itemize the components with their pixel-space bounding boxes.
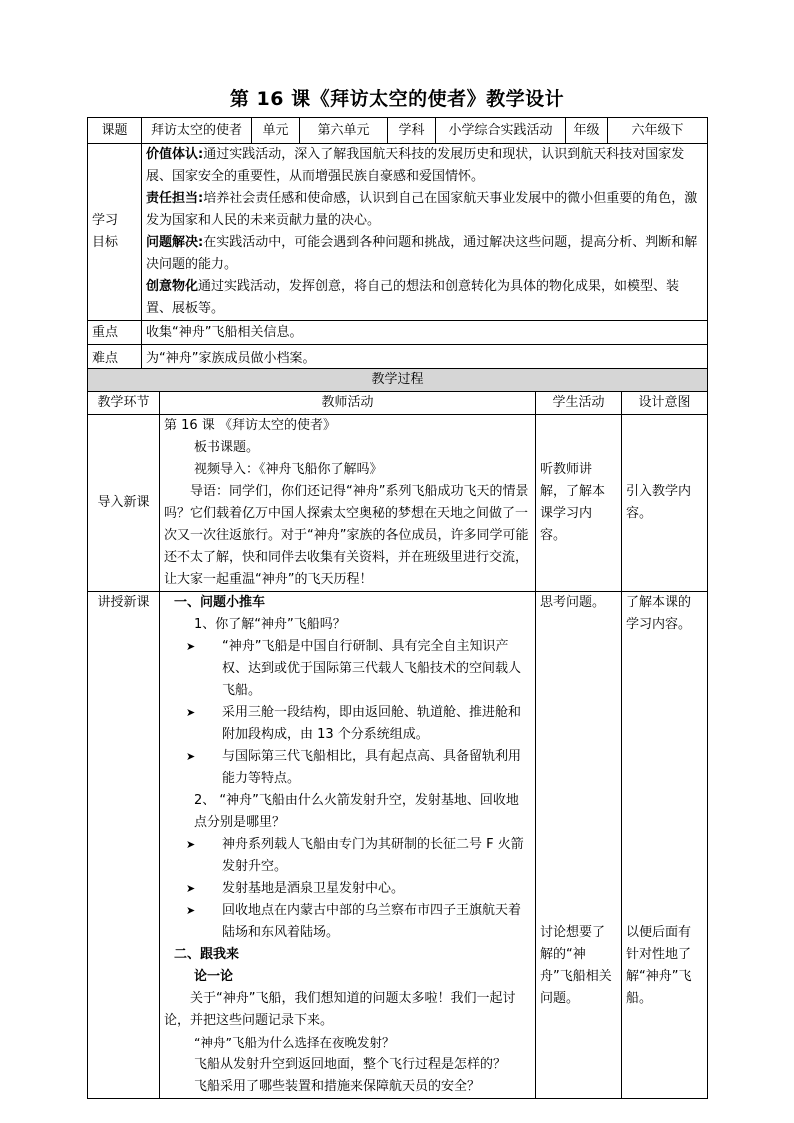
subject-label: 学科 bbox=[388, 118, 436, 144]
arrow-bullet-icon: ➤ bbox=[186, 904, 196, 917]
arrow-bullet-icon: ➤ bbox=[186, 750, 196, 763]
difficulty-text: 为“神舟”家族成员做小档案。 bbox=[142, 345, 708, 373]
objectives-content bbox=[142, 144, 708, 321]
topic-value: 拜访太空的使者 bbox=[142, 118, 252, 144]
process-table bbox=[87, 368, 708, 1099]
topic-label: 课题 bbox=[88, 118, 142, 144]
stage-intro: 导入新课 bbox=[88, 415, 160, 592]
bullet-item: ➤ 与国际第三代飞船相比，具有起点高、具备留轨利用能力等特点。 bbox=[164, 746, 531, 790]
lesson-heading: 第 16 课 《拜访太空的使者》 bbox=[164, 418, 336, 433]
col-stage: 教学环节 bbox=[88, 392, 160, 415]
bullet-item: ➤ 回收地点在内蒙古中部的乌兰察布市四子王旗航天着陆场和东风着陆场。 bbox=[164, 900, 531, 944]
process-header-row bbox=[88, 369, 708, 392]
subject-value: 小学综合实践活动 bbox=[436, 118, 566, 144]
unit-label: 单元 bbox=[252, 118, 300, 144]
arrow-bullet-icon: ➤ bbox=[186, 706, 196, 719]
intent-intro: 引入教学内容。 bbox=[622, 415, 708, 592]
arrow-bullet-icon: ➤ bbox=[186, 882, 196, 895]
process-header: 教学过程 bbox=[88, 369, 708, 392]
key-label: 重点 bbox=[88, 321, 142, 345]
grade-value: 六年级下 bbox=[608, 118, 708, 144]
bullet-item: ➤ 发射基地是酒泉卫星发射中心。 bbox=[164, 878, 531, 900]
intent-lecture: 了解本课的学习内容。 以便后面有针对性地了解“神舟”飞船。 bbox=[622, 592, 708, 1099]
arrow-bullet-icon: ➤ bbox=[186, 838, 196, 851]
intro-row bbox=[88, 415, 708, 592]
lecture-row bbox=[88, 592, 708, 1099]
stage-lecture: 讲授新课 bbox=[88, 592, 160, 1099]
lesson-info-table bbox=[87, 117, 708, 373]
info-row bbox=[88, 118, 708, 144]
col-student: 学生活动 bbox=[536, 392, 622, 415]
objectives-row bbox=[88, 144, 708, 321]
objective-item: 创意物化通过实践活动，发挥创意，将自己的想法和创意转化为具体的物化成果，如模型、装置、展板等。 bbox=[146, 279, 680, 316]
objective-item: 价值体认:通过实践活动，深入了解我国航天科技的发展历史和现状，认识到航天科技对国家发展、国家安全的重要性，从而增强民族自豪感和爱国情怀。 bbox=[146, 147, 685, 184]
difficulty-label: 难点 bbox=[88, 345, 142, 373]
bullet-item: ➤ 采用三舱一段结构，即由返回舱、轨道舱、推进舱和附加段构成，由 13 个分系统组成。 bbox=[164, 702, 531, 746]
teacher-activity-lecture: 一、问题小推车 1、你了解“神舟”飞船吗？ ➤ “神舟”飞船是中国自行研制、具有完全自主知识产权、达到或优于国际第三代载人飞船技术的空间载人飞船。 ➤ 采用三舱一段结构，即由返回舱、轨道舱、推进舱和附加段构成，由 13 个分系统组成。 ➤ 与国际第三代飞船相比，具有起点高、具备留轨利用能力等特点。 2、 “神舟”飞船由什么火箭发射升空，发射基地、回收地点分别是哪里？ ➤ 神舟系列载人飞船由专门为其研制的长征二号 F 火箭发射升空。 ➤ 发射基地是酒泉卫星发射中心。 ➤ 回收地点在内蒙古中部的乌兰察布市四子王旗航天着陆场和东风着陆场。 二、跟我来 论一论 关于“神舟”飞船，我们想知道的问题太多啦！我们一起讨论，并把这些问题记录下来。 “神舟”飞船为什么选择在夜晚发射？ 飞船从发射升空到返回地面，整个飞行过程是怎样的？ 飞船采用了哪些装置和措施来保障航天员的安全？ bbox=[160, 592, 536, 1099]
objectives-label: 学习 目标 bbox=[88, 144, 142, 321]
column-header-row bbox=[88, 392, 708, 415]
objective-item: 责任担当:培养社会责任感和使命感，认识到自己在国家航天事业发展中的微小但重要的角色，激发为国家和人民的未来贡献力量的决心。 bbox=[146, 191, 698, 228]
objective-item: 问题解决:在实践活动中，可能会遇到各种问题和挑战，通过解决这些问题，提高分析、判断和解决问题的能力。 bbox=[146, 235, 698, 272]
col-intent: 设计意图 bbox=[622, 392, 708, 415]
bullet-item: ➤ “神舟”飞船是中国自行研制、具有完全自主知识产权、达到或优于国际第三代载人飞船技术的空间载人飞船。 bbox=[164, 636, 531, 702]
unit-value: 第六单元 bbox=[300, 118, 388, 144]
student-activity-intro: 听教师讲解，了解本课学习内容。 bbox=[536, 415, 622, 592]
page-title: 第 16 课《拜访太空的使者》教学设计 bbox=[229, 88, 565, 110]
student-activity-lecture: 思考问题。 讨论想要了解的“神舟”飞船相关问题。 bbox=[536, 592, 622, 1099]
grade-label: 年级 bbox=[566, 118, 608, 144]
key-text: 收集“神舟”飞船相关信息。 bbox=[142, 321, 708, 345]
key-row bbox=[88, 321, 708, 345]
col-teacher: 教师活动 bbox=[160, 392, 536, 415]
teacher-activity-intro: 第 16 课 《拜访太空的使者》 板书课题。 视频导入：《神舟飞船你了解吗》 导语：同学们，你们还记得“神舟”系列飞船成功飞天的情景吗？它们载着亿万中国人探索太空奥秘的梦想在天地之间做了一次又一次往返旅行。对于“神舟”家族的各位成员，许多同学可能还不太了解，快和同伴去收集有关资料，并在班级里进行交流，让大家一起重温“神舟”的飞天历程！ bbox=[160, 415, 536, 592]
arrow-bullet-icon: ➤ bbox=[186, 640, 196, 653]
bullet-item: ➤ 神舟系列载人飞船由专门为其研制的长征二号 F 火箭发射升空。 bbox=[164, 834, 531, 878]
